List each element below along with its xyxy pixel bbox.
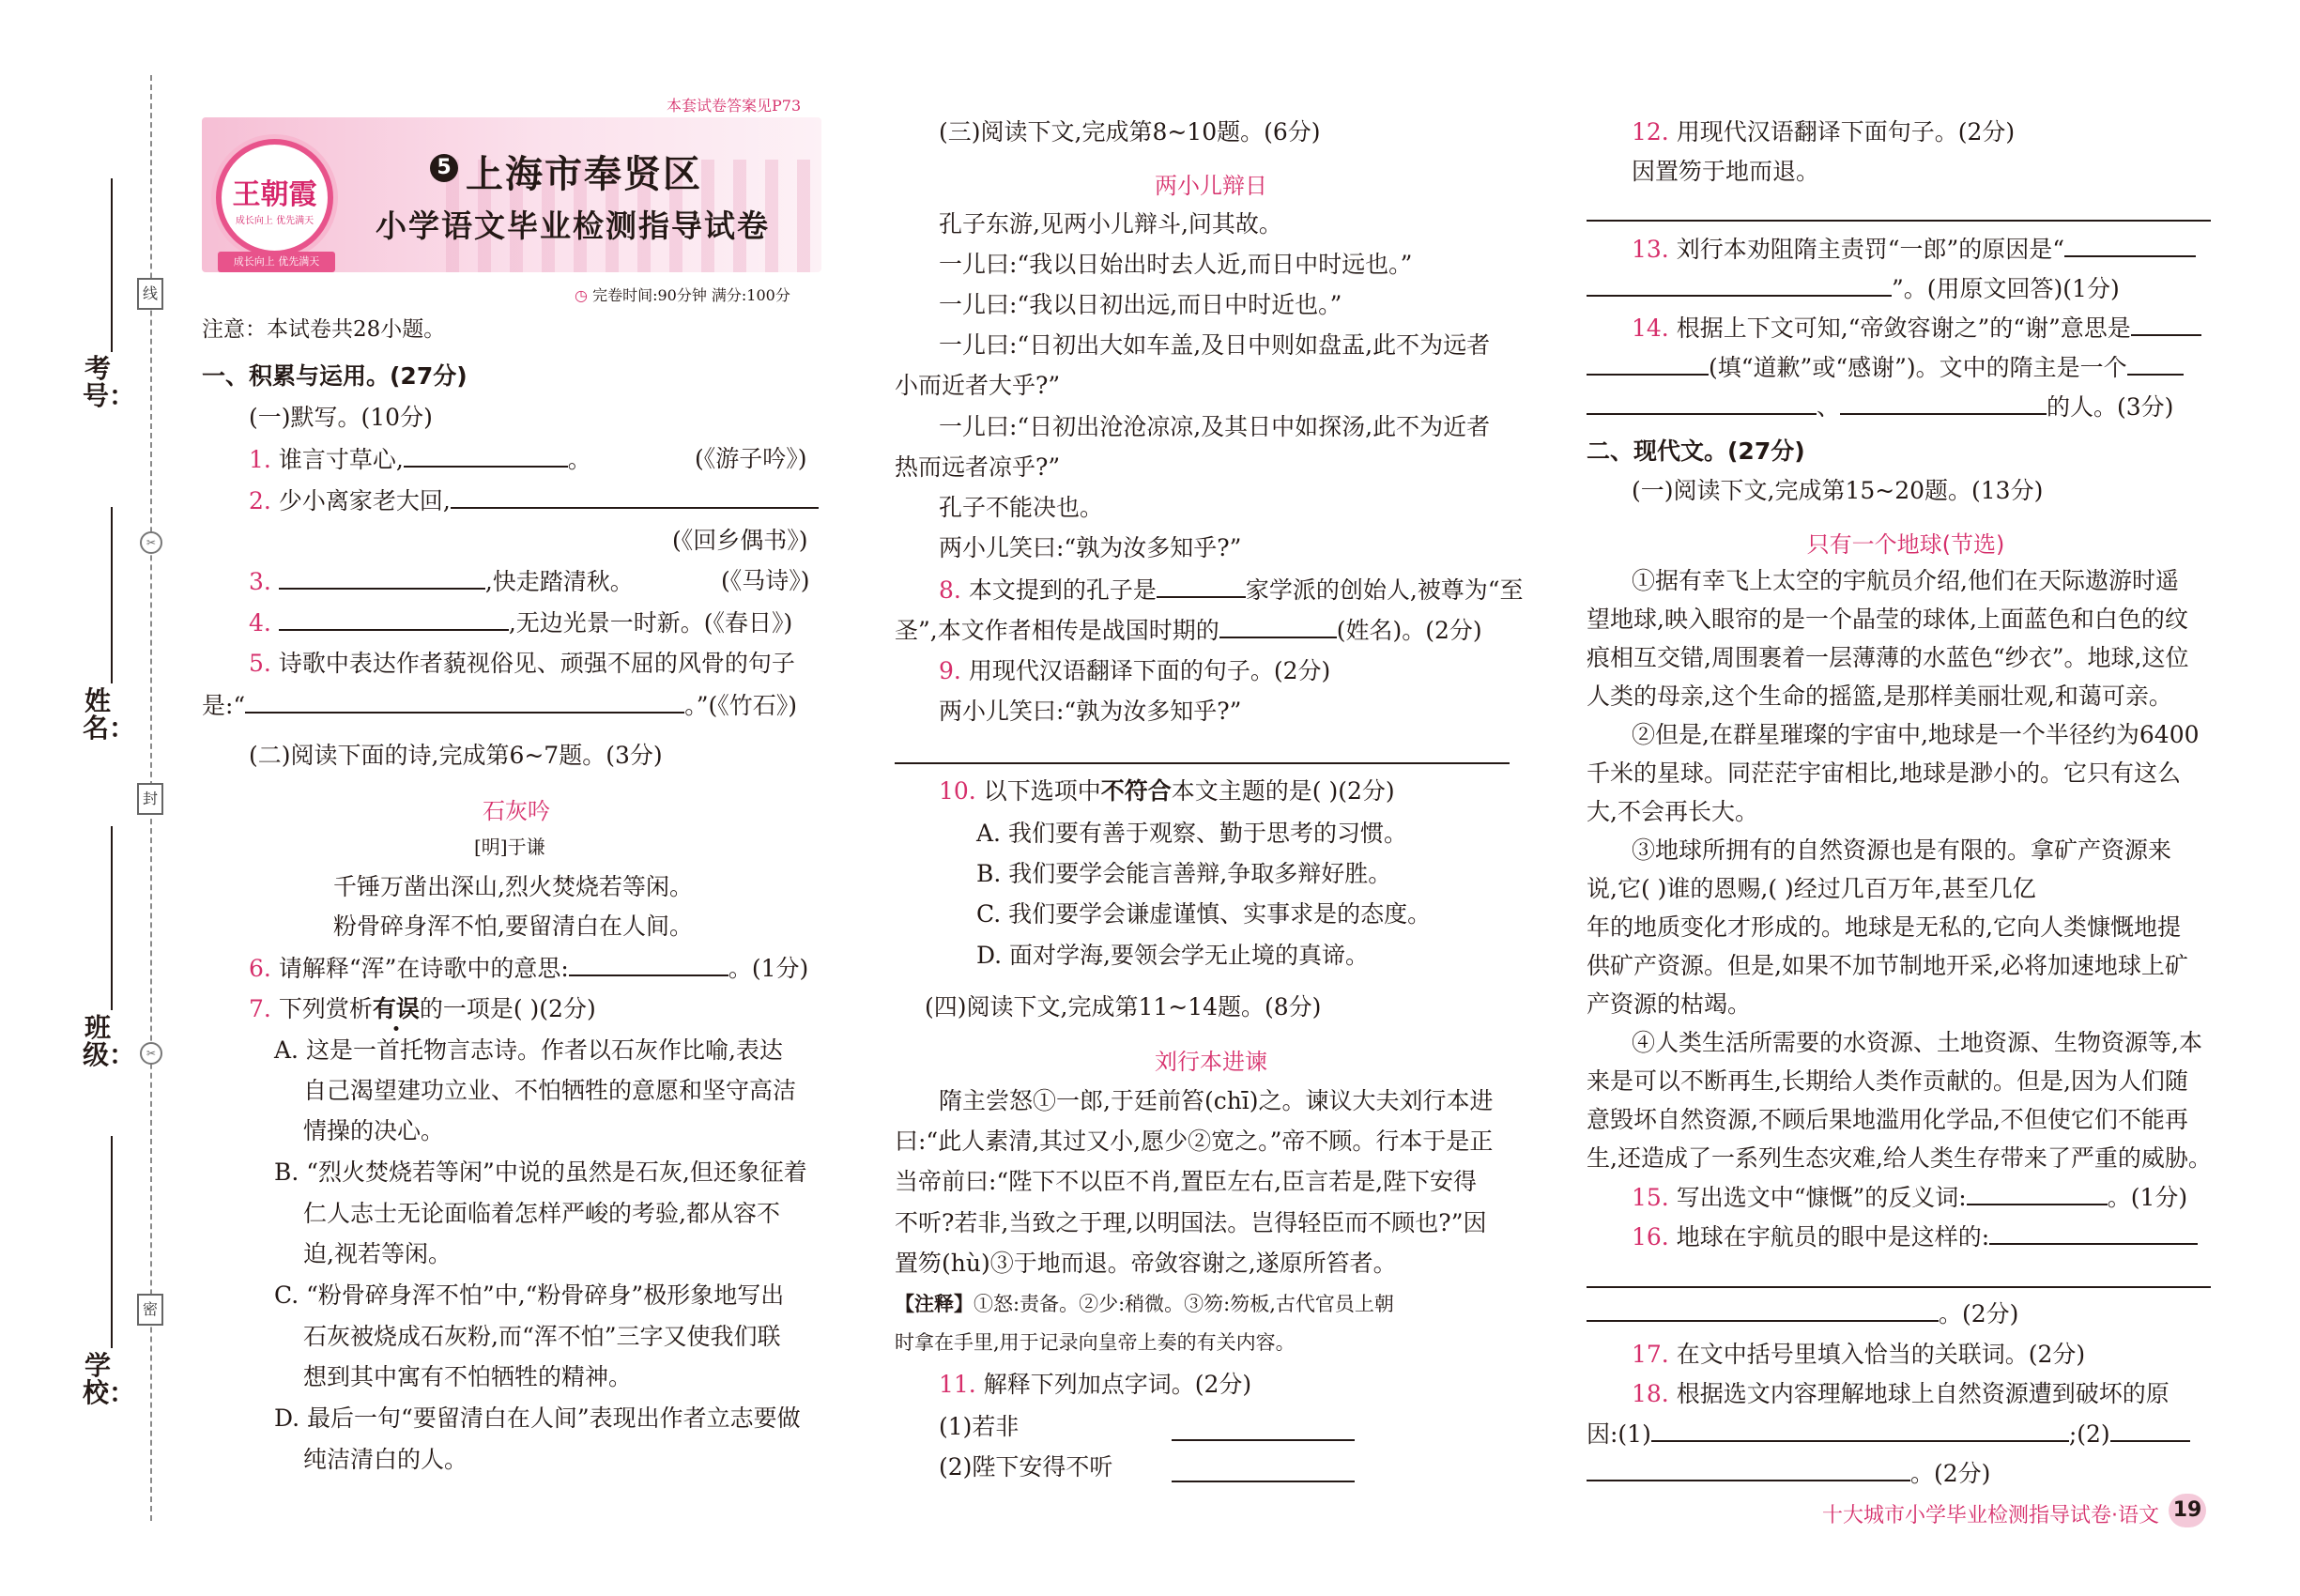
logo-subtext: 成长向上 优先满天 bbox=[235, 216, 314, 226]
para2-line1: ②但是,在群星璀璨的宇宙中,地球是一个半径约为6400 bbox=[1632, 721, 2200, 748]
q5-line2: 是:“ 。”(《竹石》) bbox=[202, 692, 798, 719]
text1-p2: 一儿曰:“我以日始出时去人近,而日中时远也。” bbox=[939, 251, 1413, 278]
poem-line-2: 粉骨碎身浑不怕,要留清白在人间。 bbox=[333, 913, 693, 940]
q3-source: (《马诗》) bbox=[721, 567, 810, 594]
q7-option-d-2: 纯洁清白的人。 bbox=[303, 1446, 468, 1473]
q18-blank-1[interactable] bbox=[1651, 1420, 2069, 1442]
q1: 1. 谁言寸草心, 。 bbox=[249, 446, 591, 473]
q10-option-c[interactable]: C. 我们要学会谦虚谨慎、实事求是的态度。 bbox=[976, 900, 1432, 928]
exam-id-label: 考号： bbox=[83, 353, 136, 412]
time-info: ◷ 完卷时间:90分钟 满分:100分 bbox=[575, 286, 790, 304]
exam-id-field[interactable] bbox=[111, 178, 113, 352]
poem-author: [明]于谦 bbox=[474, 836, 545, 858]
clock-icon: ◷ bbox=[575, 286, 588, 304]
q16-blank-1[interactable] bbox=[1989, 1222, 2198, 1245]
text1-p1: 孔子东游,见两小儿辩斗,问其故。 bbox=[939, 210, 1282, 238]
text2-line-1: 隋主尝怒①一郎,于廷前笞(chī)之。谏议大夫刘行本进 bbox=[939, 1087, 1494, 1114]
q14-blank-5[interactable] bbox=[1840, 392, 2047, 415]
para3-line2: 说,它( )谁的恩赐,( )经过几百万年,甚至几亿 bbox=[1587, 875, 2036, 902]
section-1-heading: 一、积累与运用。(27分) bbox=[202, 362, 468, 390]
cut-char-mi: 密 bbox=[137, 1294, 163, 1326]
q16-answer-line[interactable] bbox=[1587, 1286, 2211, 1288]
q13-blank-2[interactable] bbox=[1587, 274, 1892, 297]
para3-line5: 产资源的枯竭。 bbox=[1587, 990, 1752, 1018]
subsection-1: (一)默写。(10分) bbox=[249, 404, 433, 431]
para4-line3: 意毁坏自然资源,不顾后果地滥用化学品,不但使它们不能再 bbox=[1587, 1106, 2188, 1133]
text-title-liangxiaoer: 两小儿辩日 bbox=[1155, 173, 1267, 199]
text1-p6: 孔子不能决也。 bbox=[939, 494, 1104, 521]
q7: 7. 下列赏析有误的一项是( )(2分) bbox=[249, 995, 596, 1022]
q7-option-b-3: 迫,视若等闲。 bbox=[303, 1240, 452, 1267]
para2-line2: 千米的星球。同茫茫宇宙相比,地球是渺小的。它只有这么 bbox=[1587, 760, 2181, 787]
q7-option-a-3: 情操的决心。 bbox=[303, 1117, 445, 1144]
text-title-liuxingben: 刘行本进谏 bbox=[1155, 1049, 1267, 1075]
name-label: 姓名： bbox=[83, 685, 136, 744]
q4: 4. ,无边光景一时新。(《春日》) bbox=[249, 609, 793, 637]
q7-option-d-1: D. 最后一句“要留清白在人间”表现出作者立志要做 bbox=[274, 1404, 801, 1432]
q15-blank[interactable] bbox=[1967, 1183, 2108, 1205]
logo-text: 王朝霞 bbox=[232, 178, 317, 211]
q17: 17. 在文中括号里填入恰当的关联词。(2分) bbox=[1632, 1341, 2086, 1368]
annotation-1: 【注释】①怒:责备。②少:稍微。③笏:笏板,古代官员上朝 bbox=[895, 1293, 1394, 1315]
brand-logo bbox=[216, 139, 333, 256]
q14-blank-4[interactable] bbox=[1587, 392, 1817, 415]
q18-line3: 。(2分) bbox=[1587, 1459, 1990, 1488]
q16: 16. 地球在宇航员的眼中是这样的: bbox=[1632, 1222, 2198, 1251]
q10-option-b[interactable]: B. 我们要学会能言善辩,争取多辩好胜。 bbox=[976, 860, 1392, 887]
school-field[interactable] bbox=[111, 1136, 113, 1348]
name-field[interactable] bbox=[111, 507, 113, 683]
q7-option-c-1: C. “粉骨碎身浑不怕”中,“粉骨碎身”极形象地写出 bbox=[274, 1281, 785, 1309]
q6: 6. 请解释“浑”在诗歌中的意思: 。(1分) bbox=[249, 955, 809, 982]
q12: 12. 用现代汉语翻译下面句子。(2分) bbox=[1632, 118, 2016, 146]
q6-blank[interactable] bbox=[569, 954, 728, 976]
footer-series-title: 十大城市小学毕业检测指导试卷·语文 bbox=[1822, 1504, 2159, 1527]
paper-number: 5 bbox=[430, 154, 458, 182]
q10-option-a[interactable]: A. 我们要有善于观察、勤于思考的习惯。 bbox=[976, 820, 1407, 847]
q7-option-b-1: B. “烈火焚烧若等闲”中说的虽然是石灰,但还象征着 bbox=[274, 1159, 807, 1186]
q2: 2. 少小离家老大回, bbox=[249, 486, 819, 515]
q11: 11. 解释下列加点字词。(2分) bbox=[939, 1371, 1252, 1398]
q16-line3: 。(2分) bbox=[1587, 1299, 2018, 1328]
q5-blank[interactable] bbox=[245, 691, 684, 714]
q13-line2: ”。(用原文回答)(1分) bbox=[1587, 274, 2120, 303]
q4-blank[interactable] bbox=[279, 608, 509, 631]
text2-line-3: 当帝前曰:“陛下不以臣不肖,置臣左右,臣言若是,陛下安得 bbox=[895, 1168, 1478, 1195]
q14-blank-1[interactable] bbox=[2131, 314, 2201, 336]
section-2-heading: 二、现代文。(27分) bbox=[1587, 437, 1805, 465]
para4-line1: ④人类生活所需要的水资源、土地资源、生物资源等,本 bbox=[1632, 1029, 2202, 1056]
cut-mark-icon: ✂ bbox=[140, 1042, 162, 1065]
q12-sentence: 因置笏于地而退。 bbox=[1632, 158, 1820, 185]
q1-blank[interactable] bbox=[404, 445, 568, 468]
q8-line2: 圣”,本文作者相传是战国时期的 (姓名)。(2分) bbox=[895, 617, 1482, 644]
para1-line4: 人类的母亲,这个生命的摇篮,是那样美丽壮观,和蔼可亲。 bbox=[1587, 683, 2172, 710]
q8-blank-2[interactable] bbox=[1219, 616, 1337, 638]
q11-item-1: (1)若非 bbox=[939, 1413, 1020, 1440]
poem-title: 石灰吟 bbox=[483, 798, 550, 824]
q7-option-a-2: 自己渴望建功立业、不怕牺牲的意愿和坚守高洁 bbox=[303, 1077, 797, 1104]
subsection-2: (二)阅读下面的诗,完成第6~7题。(3分) bbox=[249, 742, 663, 769]
text2-line-4: 不听?若非,当致之于理,以明国法。岂得轻臣而不顾也?”因 bbox=[895, 1209, 1487, 1236]
q2-source: (《回乡偶书》) bbox=[672, 527, 808, 554]
q9-answer-line[interactable] bbox=[895, 762, 1510, 764]
school-label: 学校： bbox=[83, 1350, 136, 1409]
q9: 9. 用现代汉语翻译下面的句子。(2分) bbox=[939, 657, 1331, 684]
page-number: 19 bbox=[2169, 1494, 2206, 1527]
para3-line1: ③地球所拥有的自然资源也是有限的。拿矿产资源来 bbox=[1632, 836, 2172, 864]
text1-p4a: 一儿曰:“日初出大如车盖,及日中则如盘盂,此不为远者 bbox=[939, 331, 1491, 359]
text1-p3: 一儿曰:“我以日初出远,而日中时近也。” bbox=[939, 291, 1342, 318]
para4-line2: 来是可以不断再生,长期给人类作贡献的。但是,因为人们随 bbox=[1587, 1067, 2188, 1095]
para3-line4: 供矿产资源。但是,如果不加节制地开采,必将加速地球上矿 bbox=[1587, 952, 2188, 979]
q15: 15. 写出选文中“慷慨”的反义词: 。(1分) bbox=[1632, 1184, 2188, 1211]
q8: 8. 本文提到的孔子是 家学派的创始人,被尊为“至 bbox=[939, 576, 1524, 604]
para4-line4: 生,还造成了一系列生态灾难,给人类生存带来了严重的威胁。 bbox=[1587, 1144, 2212, 1172]
q14-line2: (填“道歉”或“感谢”)。文中的隋主是一个 bbox=[1587, 353, 2184, 382]
text2-line-5: 置笏(hù)③于地而退。帝敛容谢之,遂原所笞者。 bbox=[895, 1250, 1397, 1277]
poem-line-1: 千锤万凿出深山,烈火焚烧若等闲。 bbox=[333, 873, 693, 900]
q7-option-c-3: 想到其中寓有不怕牺牲的精神。 bbox=[303, 1363, 633, 1390]
q18-blank-2[interactable] bbox=[2110, 1420, 2190, 1442]
q12-answer-line[interactable] bbox=[1587, 220, 2211, 222]
cut-char-feng: 封 bbox=[137, 783, 163, 815]
cut-char-xian: 线 bbox=[137, 278, 163, 310]
text1-p4b: 小而近者大乎?” bbox=[895, 372, 1061, 399]
q14-blank-2[interactable] bbox=[1587, 353, 1709, 376]
subsection-3: (三)阅读下文,完成第8~10题。(6分) bbox=[939, 118, 1321, 146]
text1-p5b: 热而远者凉乎?” bbox=[895, 453, 1061, 481]
q18-line2: 因:(1) ;(2) bbox=[1587, 1420, 2190, 1449]
q16-blank-2[interactable] bbox=[1587, 1299, 1939, 1322]
para1-line3: 痕相互交错,周围裹着一层薄薄的水蓝色“纱衣”。地球,这位 bbox=[1587, 644, 2189, 671]
cut-mark-icon: ✂ bbox=[140, 531, 162, 554]
q3-blank[interactable] bbox=[279, 567, 485, 590]
q11-item-2: (2)陛下安得不听 bbox=[939, 1453, 1113, 1481]
q14-line3: 、 的人。(3分) bbox=[1587, 392, 2173, 422]
q1-source: (《游子吟》) bbox=[695, 445, 807, 472]
exam-note: 注意：本试卷共28小题。 bbox=[202, 317, 446, 342]
answer-reference: 本套试卷答案见P73 bbox=[667, 97, 802, 115]
para1-line1: ①据有幸飞上太空的宇航员介绍,他们在天际遨游时遥 bbox=[1632, 567, 2179, 594]
class-field[interactable] bbox=[111, 826, 113, 1010]
q10: 10. 以下选项中不符合本文主题的是( )(2分) bbox=[939, 777, 1395, 805]
q10-option-d[interactable]: D. 面对学海,要领会学无止境的真谛。 bbox=[976, 942, 1369, 969]
text1-p7: 两小儿笑曰:“孰为汝多知乎?” bbox=[939, 534, 1242, 561]
q11-answer-2[interactable] bbox=[1172, 1481, 1355, 1482]
text2-line-2: 曰:“此人素清,其过又小,愿少②宽之。”帝不顾。行本于是正 bbox=[895, 1128, 1494, 1155]
text-title-earth: 只有一个地球(节选) bbox=[1806, 531, 2005, 558]
q14-blank-3[interactable] bbox=[2127, 353, 2184, 376]
q13-blank-1[interactable] bbox=[2064, 235, 2196, 257]
q7-option-b-2: 仁人志士无论面临着怎样严峻的考验,都从容不 bbox=[303, 1200, 780, 1227]
q7-option-a-1: A. 这是一首托物言志诗。作者以石灰作比喻,表达 bbox=[274, 1036, 783, 1064]
para1-line2: 望地球,映入眼帘的是一个晶莹的球体,上面蓝色和白色的纹 bbox=[1587, 606, 2188, 633]
annotation-2: 时拿在手里,用于记录向皇帝上奏的有关内容。 bbox=[895, 1331, 1296, 1354]
logo-ribbon: 成长向上 优先满天 bbox=[218, 252, 335, 272]
text1-p5a: 一儿曰:“日初出沧沧凉凉,及其日中如探汤,此不为近者 bbox=[939, 413, 1491, 440]
paper-title-region: 上海市奉贤区 bbox=[466, 153, 702, 196]
q18-blank-3[interactable] bbox=[1587, 1459, 1910, 1481]
q7-option-c-2: 石灰被烧成石灰粉,而“浑不怕”三字又使我们联 bbox=[303, 1323, 781, 1350]
q9-sentence: 两小儿笑曰:“孰为汝多知乎?” bbox=[939, 698, 1242, 725]
q18: 18. 根据选文内容理解地球上自然资源遭到破坏的原 bbox=[1632, 1380, 2170, 1407]
paper-title: 小学语文毕业检测指导试卷 bbox=[376, 207, 770, 244]
subsection-4: (四)阅读下文,完成第11~14题。(8分) bbox=[925, 993, 1322, 1021]
para2-line3: 大,不会再长大。 bbox=[1587, 798, 1758, 825]
q5: 5. 诗歌中表达作者藐视俗见、顽强不屈的风骨的句子 bbox=[249, 650, 795, 677]
para3-line3: 年的地质变化才形成的。地球是无私的,它向人类慷慨地提 bbox=[1587, 913, 2181, 941]
q13: 13. 刘行本劝阻隋主责罚“一郎”的原因是“ bbox=[1632, 235, 2196, 264]
q11-answer-1[interactable] bbox=[1172, 1439, 1355, 1441]
subsection-5: (一)阅读下文,完成第15~20题。(13分) bbox=[1632, 477, 2044, 504]
q14: 14. 根据上下文可知,“帝敛容谢之”的“谢”意思是 bbox=[1632, 314, 2201, 343]
class-label: 班级： bbox=[83, 1012, 136, 1071]
q3: 3. ,快走踏清秋。 bbox=[249, 568, 634, 595]
binding-strip bbox=[0, 0, 188, 1596]
q8-blank-1[interactable] bbox=[1157, 575, 1246, 598]
q2-blank[interactable] bbox=[451, 486, 819, 509]
